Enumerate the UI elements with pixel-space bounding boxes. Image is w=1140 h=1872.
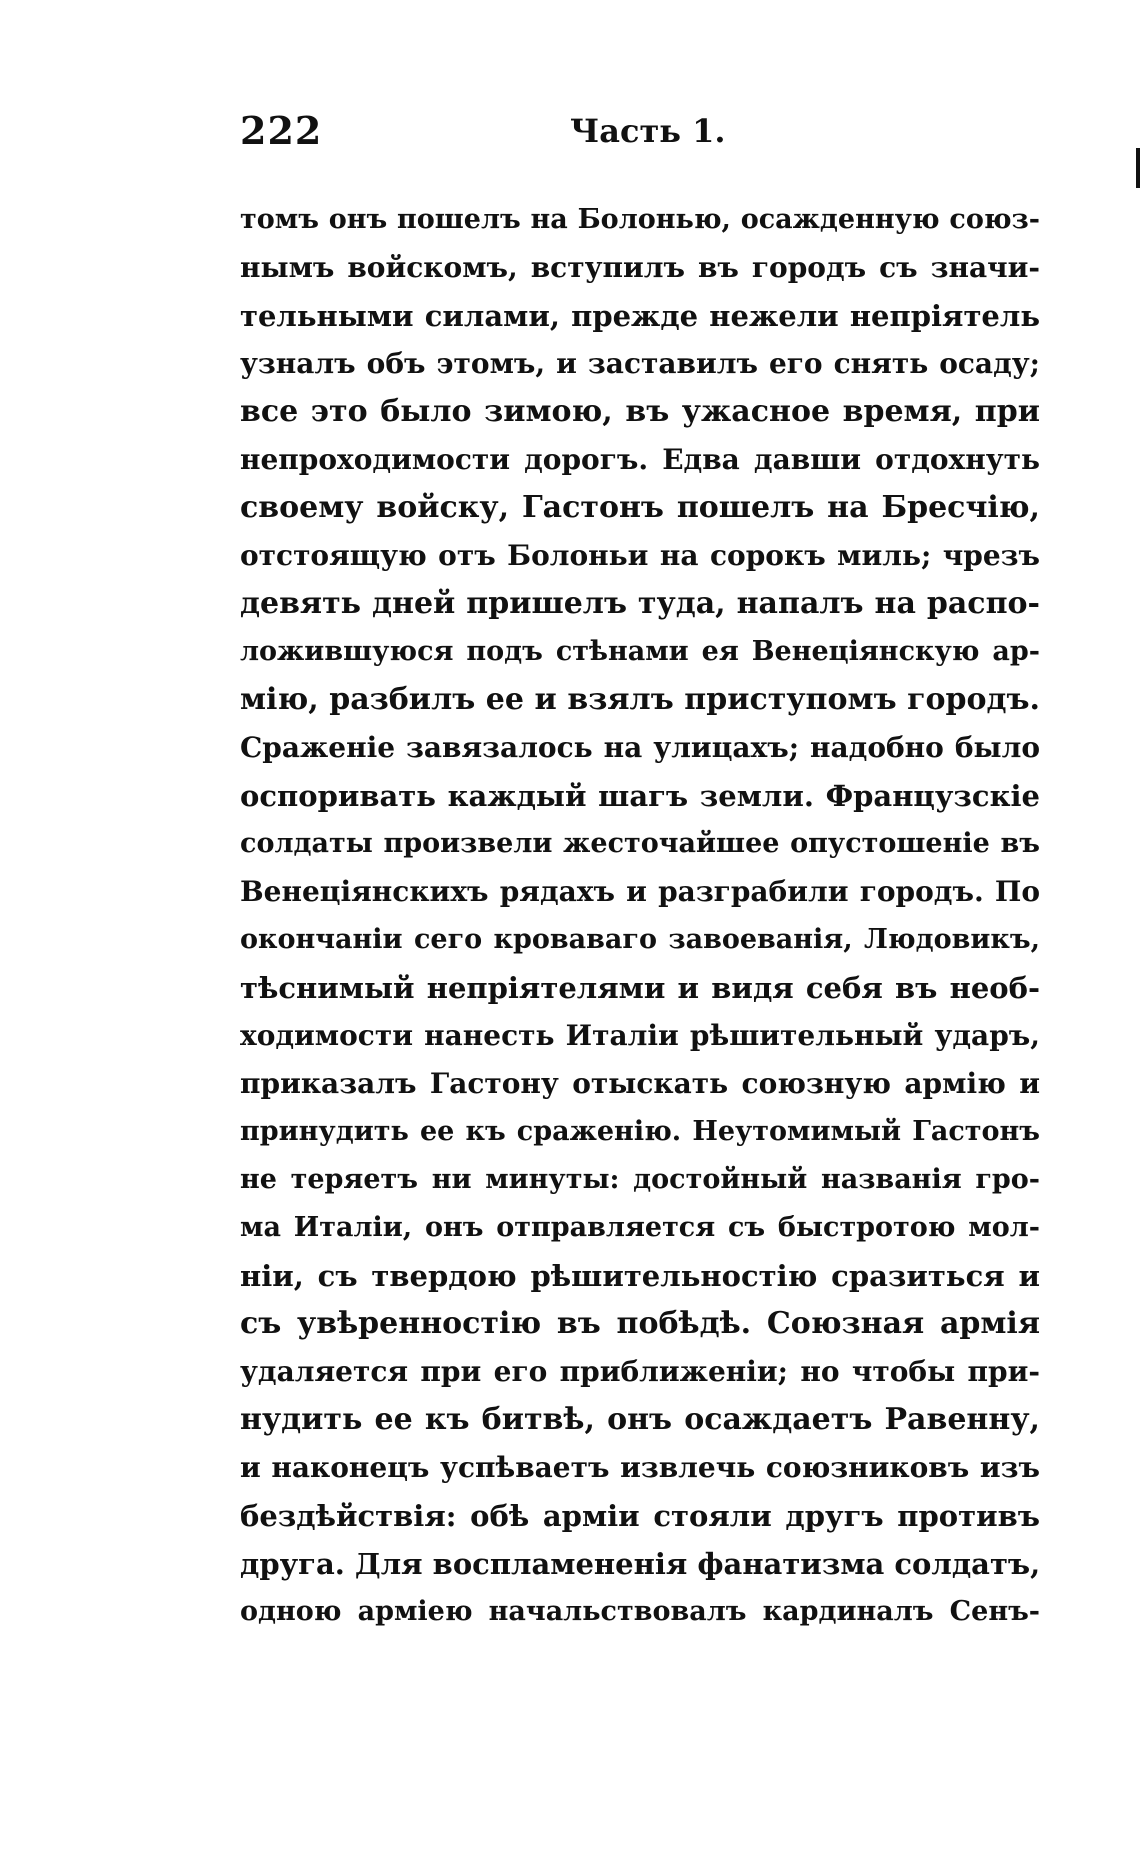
- text-line: девять дней пришелъ туда, напалъ на распо-: [240, 586, 1040, 621]
- text-line: Сраженіе завязалось на улицахъ; надобно было: [240, 731, 1040, 764]
- text-line: не теряетъ ни минуты: достойный названія гро-: [240, 1164, 1040, 1195]
- text-line: своему войску, Гастонъ пошелъ на Бресчію,: [240, 490, 1040, 525]
- text-line: нымъ войскомъ, вступилъ въ городъ съ значи-: [240, 251, 1040, 284]
- text-line: тѣснимый непріятелями и видя себя въ необ-: [240, 971, 1040, 1005]
- text-line: ходимости нанесть Италіи рѣшительный ударъ,: [240, 1019, 1040, 1052]
- text-line: бездѣйствія: обѣ арміи стояли другъ противъ: [240, 1499, 1040, 1533]
- text-line: мію, разбилъ ее и взялъ приступомъ городъ.: [240, 682, 1040, 717]
- page-header: [240, 108, 726, 158]
- text-line: все это было зимою, въ ужасное время, при: [240, 394, 1040, 429]
- text-line: принудить ее къ сраженію. Неутомимый Гастонъ: [240, 1116, 1040, 1147]
- text-line: узналъ объ этомъ, и заставилъ его снять осаду;: [240, 347, 1040, 380]
- running-head: Часть 1.: [570, 112, 726, 150]
- text-line: ма Италіи, онъ отправляется съ быстротою мол-: [240, 1212, 1040, 1243]
- text-line: ложившуюся подъ стѣнами ея Венеціянскую ар-: [240, 636, 1040, 667]
- text-line: и наконецъ успѣваетъ извлечь союзниковъ изъ: [240, 1451, 1040, 1484]
- text-line: нудить ее къ битвѣ, онъ осаждаетъ Равенну,: [240, 1402, 1040, 1437]
- text-line: удаляется при его приближеніи; но чтобы при-: [240, 1355, 1040, 1388]
- text-line: съ увѣренностію въ побѣдѣ. Союзная армія: [240, 1306, 1040, 1341]
- page-edge-mark: [1136, 148, 1140, 188]
- body-text: [240, 196, 1040, 1636]
- text-line: тельными силами, прежде нежели непріятель: [240, 299, 1040, 333]
- text-line: отстоящую отъ Болоньи на сорокъ миль; чрезъ: [240, 539, 1040, 572]
- text-line: одною арміею начальствовалъ кардиналъ Сенъ-: [240, 1596, 1040, 1627]
- text-line: приказалъ Гастону отыскать союзную армію и: [240, 1067, 1040, 1100]
- text-line: ніи, съ твердою рѣшительностію сразиться и: [240, 1259, 1040, 1293]
- text-line: Венеціянскихъ рядахъ и разграбили городъ. По: [240, 875, 1040, 908]
- text-line: оспоривать каждый шагъ земли. Французскіе: [240, 779, 1040, 813]
- text-line: друга. Для воспламененія фанатизма солдатъ,: [240, 1547, 1041, 1581]
- text-line: окончаніи сего кроваваго завоеванія, Людовикъ,: [240, 924, 1040, 955]
- text-line: непроходимости дорогъ. Едва давши отдохнуть: [240, 443, 1040, 476]
- page-number: 222: [240, 108, 323, 153]
- text-line: томъ онъ пошелъ на Болонью, осажденную союз-: [240, 204, 1040, 235]
- text-line: солдаты произвели жесточайшее опустошеніе въ: [240, 828, 1040, 859]
